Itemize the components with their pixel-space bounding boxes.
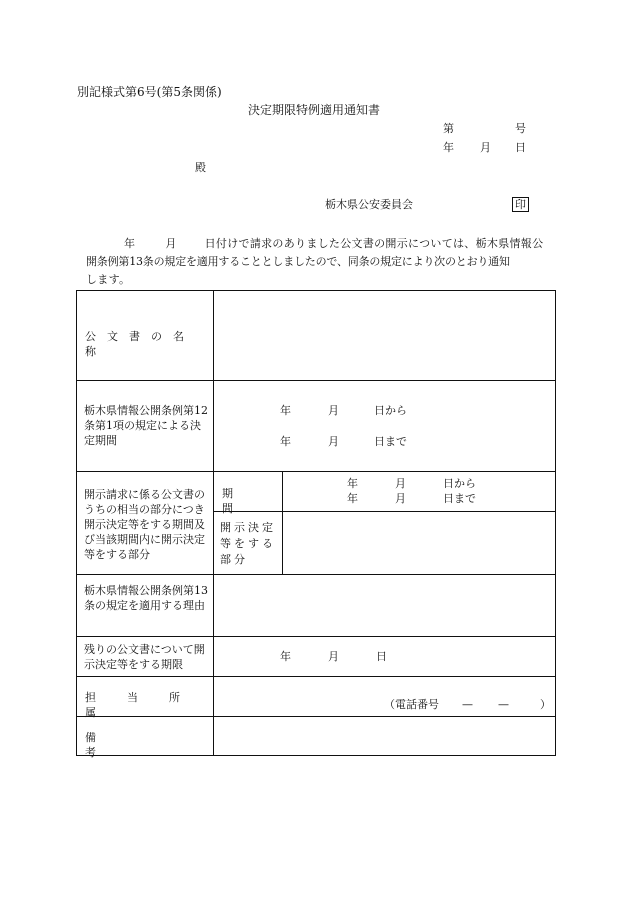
body-line1: 日付けで請求のありました公文書の開示については、栃木県情報公 — [204, 237, 544, 250]
period-from-year: 年 — [347, 477, 358, 490]
document-title: 決定期限特例適用通知書 — [248, 103, 381, 117]
decision-part-value[interactable] — [282, 511, 556, 575]
phone-close: ） — [540, 698, 551, 711]
decision-part-label-cell — [213, 511, 283, 575]
period-to-day: 日まで — [443, 492, 476, 505]
body-line2: 開条例第13条の規定を適用することとしましたので、同条の規定により次のとおり通知 — [86, 255, 510, 268]
period-to-year: 年 — [347, 492, 358, 505]
period-label: 期間 — [222, 487, 255, 515]
partial-label: 開示請求に係る公文書のうちの相当の部分につき開示決定等をする期間及び当該期間内に開示決定等をする部分 — [84, 488, 205, 561]
remaining-month: 月 — [328, 650, 339, 663]
partial-label-cell — [76, 471, 214, 575]
period-from-day: 日から — [443, 477, 476, 490]
decision-to-year: 年 — [280, 435, 291, 448]
dept-label-cell — [76, 676, 214, 717]
phone-label: （電話番号 — [384, 698, 439, 711]
decision-from-month: 月 — [328, 404, 339, 417]
number-go: 号 — [515, 122, 526, 135]
decision-period-label: 栃木県情報公開条例第12条第1項の規定による決定期間 — [84, 404, 208, 447]
phone-dash-2: — — [498, 698, 509, 711]
period-value[interactable] — [282, 471, 556, 512]
sender-name: 栃木県公安委員会 — [325, 198, 413, 211]
body-year: 年 — [124, 237, 136, 250]
addressee-dono: 殿 — [195, 161, 206, 174]
reason-value[interactable] — [213, 574, 556, 637]
decision-to-day: 日まで — [374, 435, 407, 448]
seal-stamp: 印 — [512, 197, 529, 212]
date-year: 年 — [443, 141, 454, 154]
dept-label: 担当所属 — [85, 691, 211, 719]
decision-to-month: 月 — [328, 435, 339, 448]
remaining-year: 年 — [280, 650, 291, 663]
period-from-month: 月 — [395, 477, 406, 490]
remaining-label-cell — [76, 636, 214, 677]
body-line3: します。 — [86, 273, 131, 286]
decision-part-label: 開示決定等をする部分 — [220, 521, 276, 566]
reason-label: 栃木県情報公開条例第13条の規定を適用する理由 — [84, 584, 208, 612]
body-month: 月 — [165, 237, 177, 250]
remarks-label-cell — [76, 716, 214, 759]
remaining-value[interactable] — [213, 636, 556, 677]
doc-name-label-cell — [76, 290, 214, 381]
date-month: 月 — [480, 141, 491, 154]
remaining-day: 日 — [376, 650, 387, 663]
date-day: 日 — [515, 141, 526, 154]
decision-period-label-cell — [76, 380, 214, 472]
remaining-label: 残りの公文書について開示決定等をする期限 — [84, 643, 205, 671]
dept-value[interactable] — [213, 676, 556, 717]
period-to-month: 月 — [395, 492, 406, 505]
phone-dash-1: — — [462, 698, 473, 711]
remarks-label: 備考 — [85, 731, 194, 759]
doc-name-label: 公文書の名称 — [85, 330, 195, 358]
reason-label-cell — [76, 574, 214, 637]
decision-from-day: 日から — [374, 404, 407, 417]
decision-from-year: 年 — [280, 404, 291, 417]
period-label-cell — [213, 471, 283, 515]
number-dai: 第 — [443, 122, 454, 135]
doc-name-value[interactable] — [213, 290, 556, 381]
form-reference: 別記様式第6号(第5条関係) — [77, 85, 222, 99]
notice-paragraph — [86, 235, 558, 289]
decision-period-value[interactable] — [213, 380, 556, 472]
remarks-value[interactable] — [213, 716, 556, 756]
